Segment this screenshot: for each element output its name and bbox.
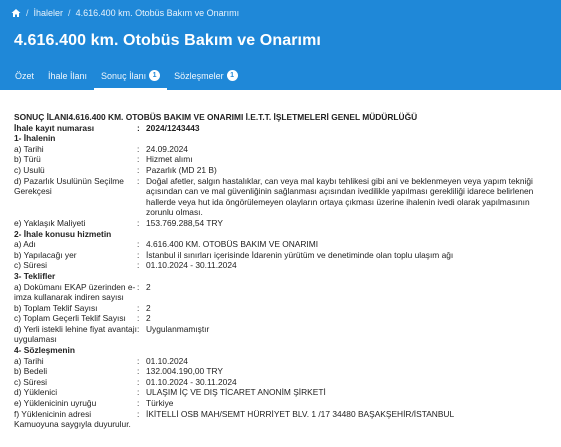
field-value: İKİTELLİ OSB MAH/SEMT HÜRRİYET BLV. 1 /17 34480 BAŞAKŞEHİR/İSTANBUL [146,408,455,419]
tab-label: Sözleşmeler [174,70,224,81]
field-label: d) Yerli istekli lehine fiyat avantajı uygulaması [14,323,137,345]
field-row: d) Yüklenici : ULAŞIM İÇ VE DIŞ TİCARET ANONİM ŞİRKETİ [14,387,561,398]
section-heading: 2- İhale konusu hizmetin [14,228,112,239]
field-value: 2 [146,313,151,324]
field-value: Türkiye [146,398,174,409]
field-label: c) Toplam Geçerli Teklif Sayısı [14,313,126,324]
field-label: d) Pazarlık Usulünün Seçilme Gerekçesi [14,175,124,197]
field-label: İhale kayıt numarası [14,122,95,133]
closing-note: Kamuoyuna saygıyla duyurulur. [14,419,131,430]
breadcrumb-item-current: 4.616.400 km. Otobüs Bakım ve Onarımı [75,8,240,18]
field-label: a) Tarihi [14,143,44,154]
field-label: b) Bedeli [14,366,48,377]
tab-ozet[interactable] [8,61,41,90]
field-label: e) Yüklenicinin uyruğu [14,398,97,409]
field-row: f) Yüklenicinin adresi : İKİTELLİ OSB MAH/SEMT HÜRRİYET BLV. 1 /17 34480 BAŞAKŞEHİR/İSTANBUL [14,409,561,420]
field-value: 2 [146,302,151,313]
field-row: b) Türü : Hizmet alımı [14,154,561,165]
home-icon[interactable] [11,8,21,18]
page-title: 4.616.400 km. Otobüs Bakım ve Onarımı [14,32,321,49]
ihale-kayit-row: İhale kayıt numarası : 2024/1243443 [14,123,561,134]
page-header [0,0,561,90]
announcement-document [14,112,561,430]
tab-label: Sonuç İlanı [101,70,147,81]
field-label: d) Yüklenici [14,387,58,398]
field-row: a) Dokümanı EKAP üzerinden e-imza kullanarak indiren sayısı : 2 [14,282,561,303]
field-value: Doğal afetler, salgın hastalıklar, can veya mal kaybı tehlikesi gibi ani ve beklenmeyen veya yapım tekniği açısından can ve mal güvenliğinin sağlanması açısından ivedilikle yapılması gerekliliği idarece belirlenen hallerde veya hut ida öngörülemeyen olayların ortaya çıkması üzerine ihalenin ivedi olarak yapılmasının zorunlu olması. [146,175,534,218]
field-row: b) Yapılacağı yer : İstanbul il sınırları içerisinde İdarenin yürütüm ve denetiminde olan toplu ulaşım ağı [14,250,561,261]
tab-ihale-ilani[interactable] [41,61,94,90]
tab-sozlesmeler[interactable] [167,61,245,90]
section-heading: 3- Teklifler [14,270,56,281]
section-heading: 1- İhalenin [14,133,56,144]
breadcrumb-separator: / [68,8,71,18]
field-label: b) Toplam Teklif Sayısı [14,302,98,313]
field-value: İstanbul il sınırları içerisinde İdarenin yürütüm ve denetiminde olan toplu ulaşım ağı [146,249,454,260]
field-row: a) Adı : 4.616.400 KM. OTOBÜS BAKIM VE ONARIMI [14,239,561,250]
field-row: e) Yüklenicinin uyruğu : Türkiye [14,398,561,409]
field-value: 2 [146,281,151,292]
field-label: a) Tarihi [14,355,44,366]
field-row: c) Süresi : 01.10.2024 - 30.11.2024 [14,260,561,271]
field-row: d) Yerli istekli lehine fiyat avantajı uygulaması : Uygulanmamıştır [14,324,561,345]
breadcrumb [11,6,239,20]
count-badge: 1 [227,70,238,81]
field-label: a) Adı [14,239,36,250]
breadcrumb-separator: / [26,8,29,18]
field-value: 01.10.2024 - 30.11.2024 [146,376,237,387]
field-value: ULAŞIM İÇ VE DIŞ TİCARET ANONİM ŞİRKETİ [146,387,326,398]
field-row: c) Usulü : Pazarlık (MD 21 B) [14,165,561,176]
field-row: b) Toplam Teklif Sayısı : 2 [14,303,561,314]
field-value: 153.769.288,54 TRY [146,217,223,228]
field-value: 132.004.190,00 TRY [146,366,223,377]
field-label: c) Süresi [14,260,48,271]
field-label: e) Yaklaşık Maliyeti [14,217,86,228]
field-row: c) Süresi : 01.10.2024 - 30.11.2024 [14,377,561,388]
field-value: Uygulanmamıştır [146,323,210,334]
field-label: c) Usulü [14,164,45,175]
section-heading: 4- Sözleşmenin [14,345,75,356]
field-value: 01.10.2024 - 30.11.2024 [146,260,237,271]
breadcrumb-item-ihaleler[interactable]: İhaleler [33,8,64,18]
field-value: Hizmet alımı [146,154,193,165]
tab-bar [8,61,245,90]
field-label: b) Yapılacağı yer [14,249,77,260]
tab-sonuc-ilani[interactable] [94,61,167,90]
field-row: e) Yaklaşık Maliyeti : 153.769.288,54 TRY [14,218,561,229]
field-value: 24.09.2024 [146,143,188,154]
field-label: c) Süresi [14,376,48,387]
field-value: 4.616.400 KM. OTOBÜS BAKIM VE ONARIMI [146,239,319,250]
field-value: 2024/1243443 [146,122,200,133]
field-label: f) Yüklenicinin adresi [14,408,92,419]
document-title: SONUÇ İLANI4.616.400 KM. OTOBÜS BAKIM VE ONARIMI İ.E.T.T. İŞLETMELERİ GENEL MÜDÜRLÜĞÜ [14,112,418,122]
field-row: d) Pazarlık Usulünün Seçilme Gerekçesi : Doğal afetler, salgın hastalıklar, can veya mal kaybı tehlikesi gibi ani ve beklenmeyen veya yapım tekniği açısından can ve mal güvenliğinin sağlanması açısından ivedilikle yapılması gerekliliği idarece belirlenen hallerde veya hut ida öngörülemeyen olayların ortaya çıkması üzerine ihalenin ivedi olarak yapılmasının zorunlu olması. [14,176,561,218]
count-badge: 1 [149,70,160,81]
field-row: a) Tarihi : 24.09.2024 [14,144,561,155]
tab-label: Özet [15,70,35,81]
field-value: 01.10.2024 [146,355,188,366]
tab-label: İhale İlanı [48,70,88,81]
field-row: c) Toplam Geçerli Teklif Sayısı : 2 [14,313,561,324]
field-label: a) Dokümanı EKAP üzerinden e-imza kullanarak indiren sayısı [14,281,136,303]
field-value: Pazarlık (MD 21 B) [146,164,217,175]
field-label: b) Türü [14,154,41,165]
field-row: a) Tarihi : 01.10.2024 [14,356,561,367]
field-row: b) Bedeli : 132.004.190,00 TRY [14,366,561,377]
